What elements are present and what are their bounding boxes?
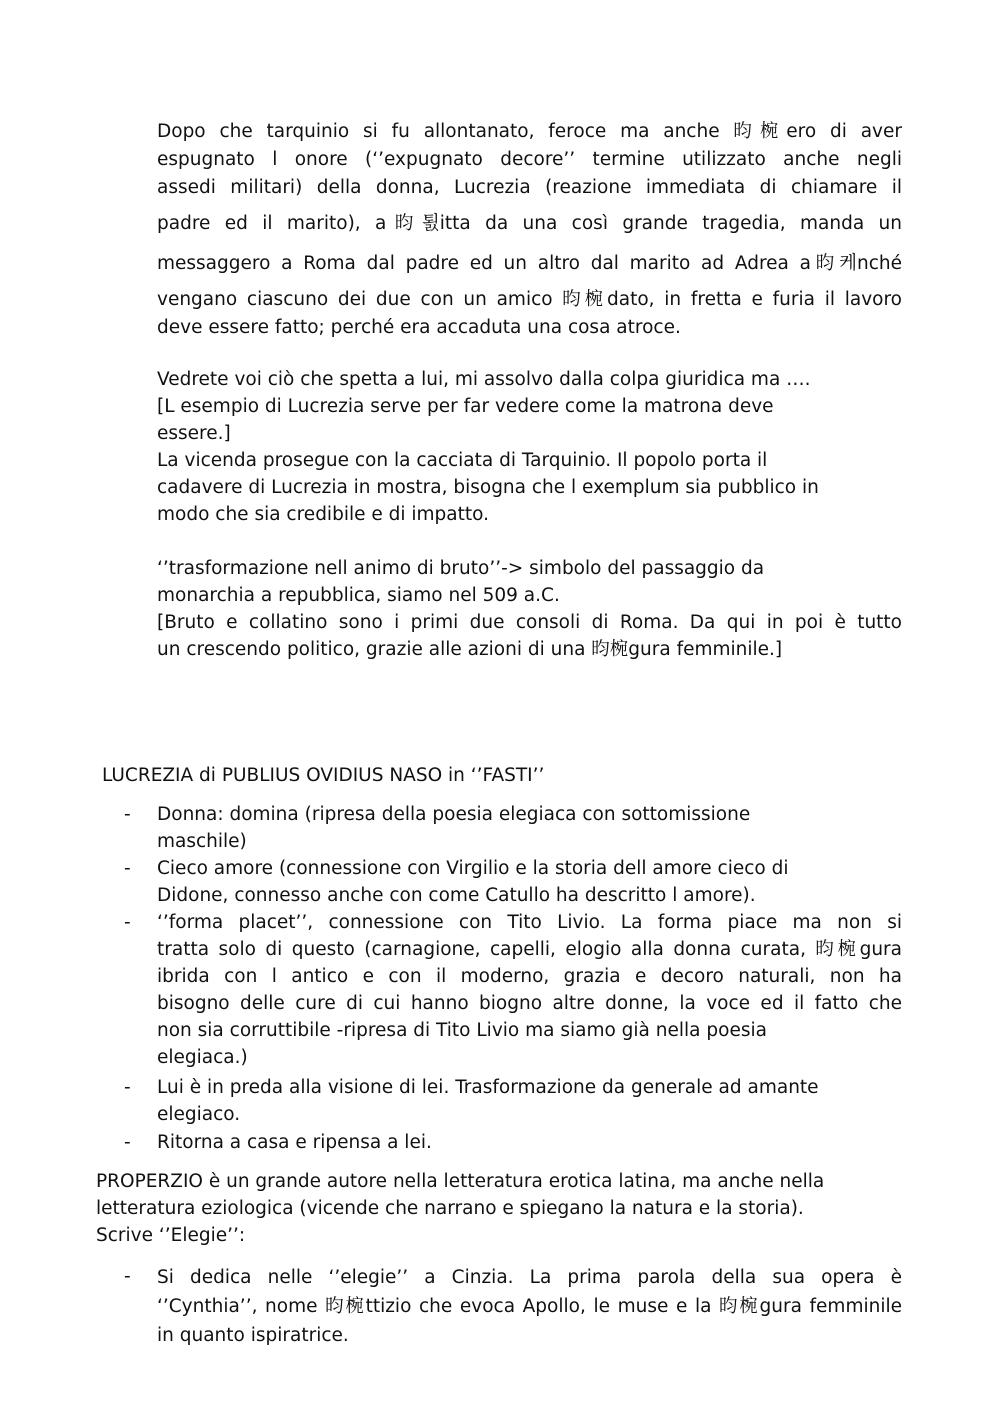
text-line: cadavere di Lucrezia in mostra, bisogna che l exemplum sia pubblico in (157, 477, 819, 498)
text-line: [Bruto e collatino sono i primi due consoli di Roma. Da qui in poi è tutto (157, 612, 902, 633)
section-heading: LUCREZIA di PUBLIUS OVIDIUS NASO in ‘’FASTI’’ (102, 765, 545, 786)
text-line: in quanto ispiratrice. (157, 1325, 349, 1346)
text-line: La vicenda prosegue con la cacciata di Tarquinio. Il popolo porta il (157, 450, 768, 471)
text-line: maschile) (157, 831, 247, 852)
text-line: Dopo che tarquinio si fu allontanato, feroce ma anche 昀椀ero di aver (157, 121, 902, 142)
paragraph-properzio (96, 1168, 902, 1249)
text-line: PROPERZIO è un grande autore nella letteratura erotica latina, ma anche nella (96, 1171, 825, 1192)
bullet-dash: - (124, 804, 131, 825)
paragraph-bruto (157, 555, 902, 663)
text-line: messaggero a Roma dal padre ed un altro dal marito ad Adrea a昀케nché (157, 253, 902, 274)
text-line: Lui è in preda alla visione di lei. Trasformazione da generale ad amante (157, 1077, 819, 1098)
text-line: [L esempio di Lucrezia serve per far vedere come la matrona deve (157, 396, 774, 417)
text-line: bisogno delle cure di cui hanno biogno altre donne, la voce ed il fatto che (157, 993, 902, 1014)
text-line: Didone, connesso anche con come Catullo ha descritto l amore). (157, 885, 756, 906)
bullet-dash: - (124, 1132, 131, 1153)
text-line: Ritorna a casa e ripensa a lei. (157, 1132, 432, 1153)
text-line: monarchia a repubblica, siamo nel 509 a.C. (157, 585, 560, 606)
text-line: essere.] (157, 423, 231, 444)
bullet-dash: - (124, 1266, 131, 1287)
text-line: vengano ciascuno dei due con un amico 昀椀dato, in fretta e furia il lavoro (157, 289, 902, 310)
list-item (157, 1263, 902, 1350)
text-line: Vedrete voi ciò che spetta a lui, mi assolvo dalla colpa giuridica ma …. (157, 369, 811, 390)
text-line: tratta solo di questo (carnagione, capelli, elogio alla donna curata, 昀椀gura (157, 939, 902, 960)
text-line: ibrida con l antico e con il moderno, grazia e decoro naturali, non ha (157, 966, 902, 987)
text-line: padre ed il marito), a昀툀itta da una così grande tragedia, manda un (157, 213, 902, 234)
paragraph-lucrezia-story (157, 118, 902, 342)
list-item (157, 909, 902, 1071)
text-line: Scrive ‘’Elegie’’: (96, 1225, 246, 1246)
text-line: espugnato l onore (‘’expugnato decore’’ termine utilizzato anche negli (157, 149, 902, 170)
text-line: non sia corruttibile -ripresa di Tito Livio ma siamo già nella poesia (157, 1020, 767, 1041)
bullet-dash: - (124, 858, 131, 879)
text-line: Cieco amore (connessione con Virgilio e la storia dell amore cieco di (157, 858, 789, 879)
text-line: Si dedica nelle ‘’elegie’’ a Cinzia. La prima parola della sua opera è (157, 1267, 902, 1288)
list-item (157, 1074, 902, 1128)
text-line: assedi militari) della donna, Lucrezia (reazione immediata di chiamare il (157, 177, 902, 198)
text-line: elegiaco. (157, 1104, 241, 1125)
list-item (157, 855, 902, 909)
bullet-dash: - (124, 912, 131, 933)
bullet-dash: - (124, 1077, 131, 1098)
text-line: deve essere fatto; perché era accaduta una cosa atroce. (157, 317, 681, 338)
list-item (157, 801, 902, 855)
text-line: ‘’trasformazione nell animo di bruto’’-> simbolo del passaggio da (157, 558, 765, 579)
text-line: Donna: domina (ripresa della poesia elegiaca con sottomissione (157, 804, 751, 825)
text-line: un crescendo politico, grazie alle azioni di una 昀椀gura femminile.] (157, 639, 783, 660)
text-line: letteratura eziologica (vicende che narrano e spiegano la natura e la storia). (96, 1198, 804, 1219)
list-item (157, 1129, 902, 1156)
text-line: modo che sia credibile e di impatto. (157, 504, 490, 525)
text-line: ‘’Cynthia’’, nome 昀椀ttizio che evoca Apollo, le muse e la 昀椀gura femminile (157, 1296, 902, 1317)
text-line: ‘’forma placet’’, connessione con Tito Livio. La forma piace ma non si (157, 912, 902, 933)
paragraph-vedrete (157, 366, 902, 528)
text-line: elegiaca.) (157, 1047, 248, 1068)
